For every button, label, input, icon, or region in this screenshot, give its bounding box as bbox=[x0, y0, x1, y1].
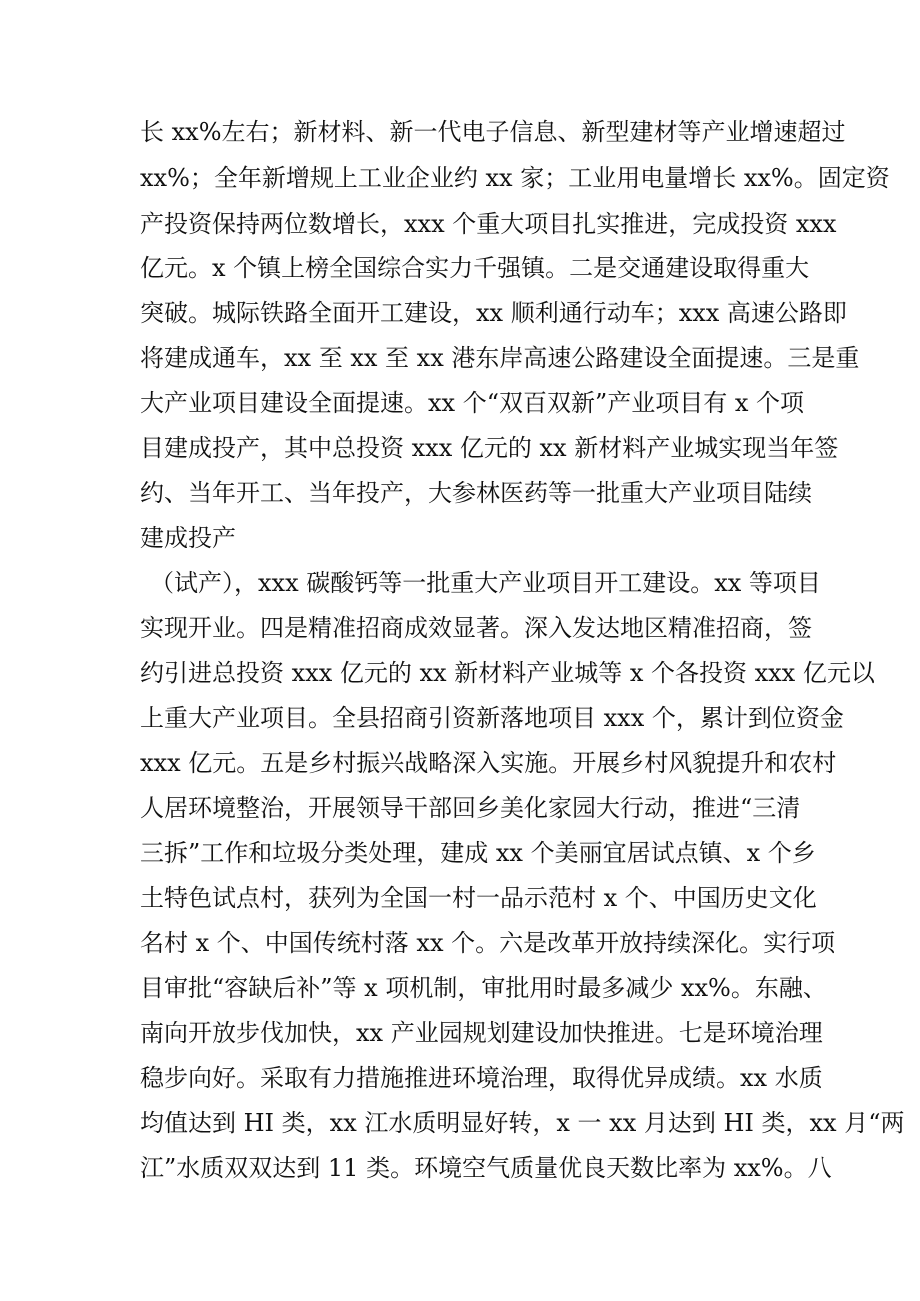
text-line: 产投资保持两位数增长，xxx 个重大项目扎实推进，完成投资 xxx bbox=[140, 210, 837, 238]
text-line: 长 xx%左右；新材料、新一代电子信息、新型建材等产业增速超过 bbox=[140, 118, 846, 146]
text-line: 上重大产业项目。全县招商引资新落地项目 xxx 个，累计到位资金 bbox=[140, 704, 844, 732]
text-line: 南向开放步伐加快，xx 产业园规划建设加快推进。七是环境治理 bbox=[140, 1019, 823, 1047]
text-line: 目审批“容缺后补”等 x 项机制，审批用时最多减少 xx%。东融、 bbox=[140, 974, 827, 1002]
text-line: 大产业项目建设全面提速。xx 个“双百双新”产业项目有 x 个项 bbox=[140, 389, 805, 417]
text-line: 人居环境整治，开展领导干部回乡美化家园大行动，推进“三清 bbox=[140, 794, 801, 822]
text-line: xx%；全年新增规上工业企业约 xx 家；工业用电量增长 xx%。固定资 bbox=[140, 164, 890, 192]
text-line: 稳步向好。采取有力措施推进环境治理，取得优异成绩。xx 水质 bbox=[140, 1064, 823, 1092]
text-line: 目建成投产，其中总投资 xxx 亿元的 xx 新材料产业城实现当年签 bbox=[140, 434, 839, 462]
text-line: 亿元。x 个镇上榜全国综合实力千强镇。二是交通建设取得重大 bbox=[140, 254, 810, 282]
text-line: 江”水质双双达到 11 类。环境空气质量优良天数比率为 xx%。八 bbox=[140, 1154, 832, 1182]
text-line: 约、当年开工、当年投产，大参林医药等一批重大产业项目陆续 bbox=[140, 479, 812, 507]
text-line: 约引进总投资 xxx 亿元的 xx 新材料产业城等 x 个各投资 xxx 亿元以 bbox=[140, 659, 875, 687]
text-line: 三拆”工作和垃圾分类处理，建成 xx 个美丽宜居试点镇、x 个乡 bbox=[140, 839, 816, 867]
text-line: 名村 x 个、中国传统村落 xx 个。六是改革开放持续深化。实行项 bbox=[140, 929, 836, 957]
text-line: 将建成通车，xx 至 xx 至 xx 港东岸高速公路建设全面提速。三是重 bbox=[140, 344, 860, 372]
text-line: 突破。城际铁路全面开工建设，xx 顺利通行动车；xxx 高速公路即 bbox=[140, 299, 847, 327]
text-line: 实现开业。四是精准招商成效显著。深入发达地区精准招商，签 bbox=[140, 614, 812, 642]
text-line: 建成投产 bbox=[140, 524, 236, 552]
text-line: （试产），xxx 碳酸钙等一批重大产业项目开工建设。xx 等项目 bbox=[150, 569, 821, 597]
text-line: xxx 亿元。五是乡村振兴战略深入实施。开展乡村风貌提升和农村 bbox=[140, 749, 837, 777]
text-line: 均值达到 HI 类，xx 江水质明显好转，x 一 xx 月达到 HI 类，xx 月“两 bbox=[140, 1109, 905, 1137]
text-line: 土特色试点村，获列为全国一村一品示范村 x 个、中国历史文化 bbox=[140, 884, 817, 912]
